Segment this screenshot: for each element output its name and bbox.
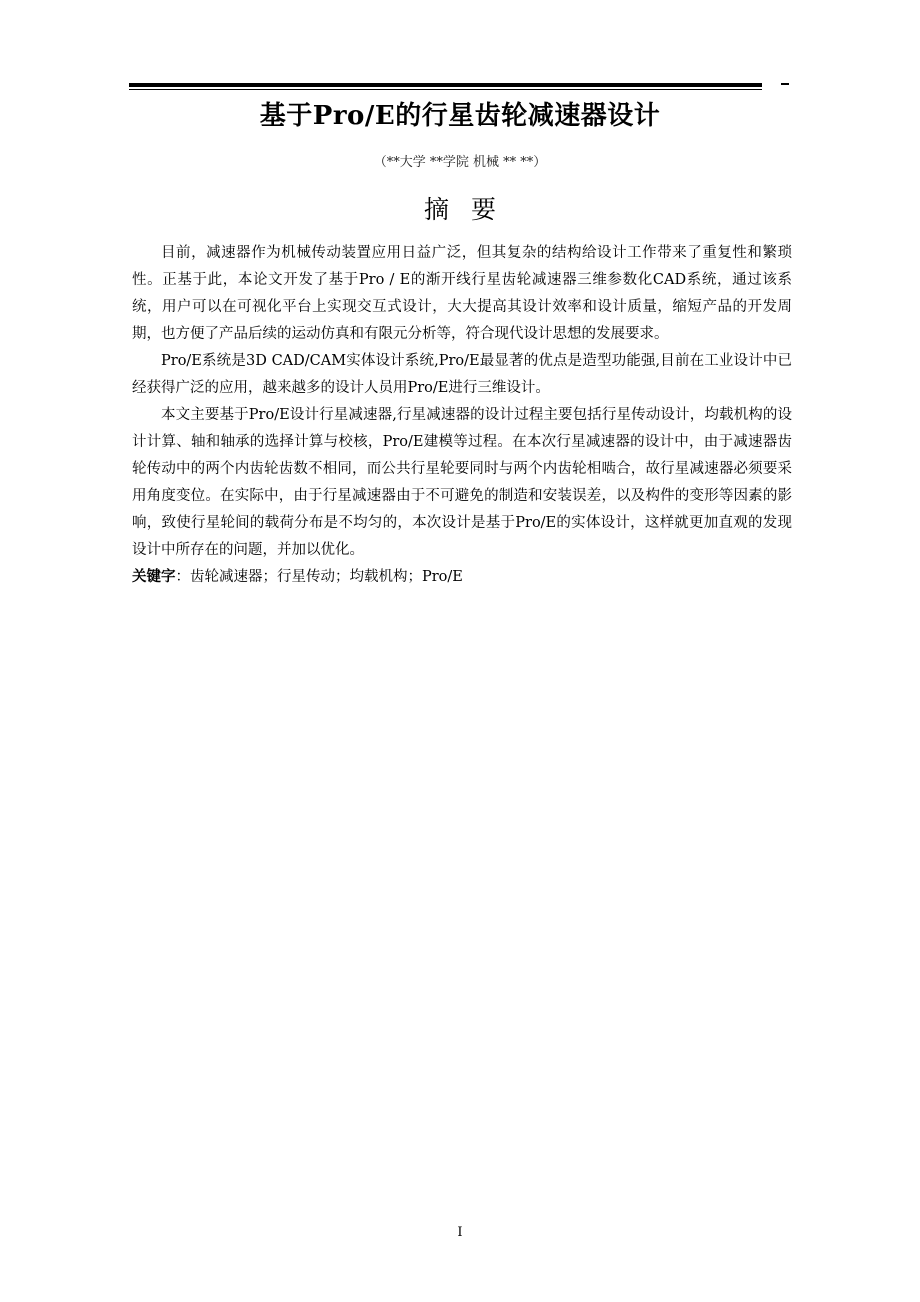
abstract-paragraph-3: 本文主要基于Pro/E设计行星减速器,行星减速器的设计过程主要包括行星传动设计，均载机构的设计计算、轴和轴承的选择计算与校核，Pro/E建模等过程。在本次行星减速器的设计中，由于减速器齿轮传动中的两个内齿轮齿数不相同，而公共行星轮要同时与两个内齿轮相啮合，故行星减速器必须要采用角度变位。在实际中，由于行星减速器由于不可避免的制造和安装误差，以及构件的变形等因素的影响，致使行星轮间的载荷分布是不均匀的，本次设计是基于Pro/E的实体设计，这样就更加直观的发现设计中所存在的问题，并加以优化。 bbox=[132, 407, 792, 558]
header-dash-mark bbox=[781, 83, 789, 85]
page-number: I bbox=[457, 1225, 463, 1240]
keywords-text: 齿轮减速器；行星传动；均载机构；Pro/E bbox=[190, 569, 463, 585]
abstract-paragraph-1: 目前，减速器作为机械传动装置应用日益广泛，但其复杂的结构给设计工作带来了重复性和繁琐性。正基于此，本论文开发了基于Pro / E的渐开线行星齿轮减速器三维参数化CAD系统，通过该系统，用户可以在可视化平台上实现交互式设计，大大提高其设计效率和设计质量，缩短产品的开发周期，也方便了产品后续的运动仿真和有限元分析等，符合现代设计思想的发展要求。 bbox=[132, 245, 792, 342]
header-double-rule bbox=[129, 83, 762, 90]
keywords-label: 关键字 bbox=[132, 569, 176, 585]
paper-title: 基于Pro/E的行星齿轮减速器设计 bbox=[259, 101, 661, 131]
keywords-separator: ： bbox=[175, 569, 190, 585]
author-affiliation: （**大学 **学院 机械 ** **） bbox=[373, 155, 547, 170]
keywords-line bbox=[132, 564, 792, 591]
abstract-body bbox=[132, 240, 792, 591]
abstract-heading: 摘要 bbox=[423, 195, 518, 224]
abstract-paragraph-2: Pro/E系统是3D CAD/CAM实体设计系统,Pro/E最显著的优点是造型功能强,目前在工业设计中已经获得广泛的应用，越来越多的设计人员用Pro/E进行三维设计。 bbox=[132, 353, 792, 396]
